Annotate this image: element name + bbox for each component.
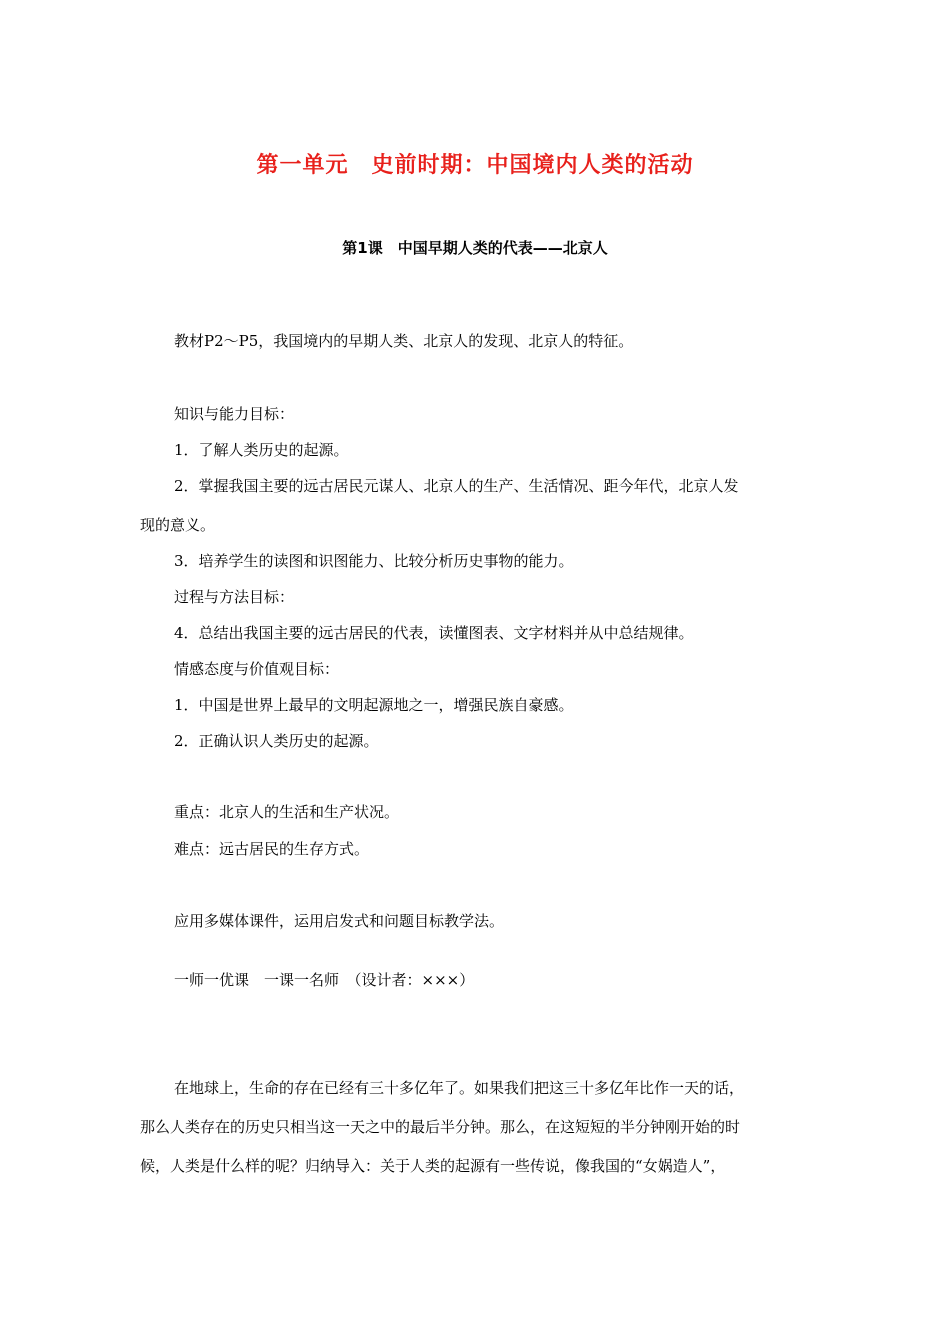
knowledge-heading: 知识与能力目标： [174,405,295,423]
materials-text: 教材P2～P5，我国境内的早期人类、北京人的发现、北京人的特征。 [174,332,634,350]
objective-k3: 3．培养学生的读图和识图能力、比较分析历史事物的能力。 [174,552,574,570]
objective-e2: 2．正确认识人类历史的起源。 [174,732,379,750]
objective-k1: 1．了解人类历史的起源。 [174,441,349,459]
unit-title: 第一单元 史前时期：中国境内人类的活动 [256,153,694,178]
emotion-heading: 情感态度与价值观目标： [174,660,340,678]
intro-line-2: 那么人类存在的历史只相当这一天之中的最后半分钟。那么，在这短短的半分钟刚开始的时 [140,1118,741,1136]
focus-point: 重点：北京人的生活和生产状况。 [174,803,400,821]
intro-line-3: 候，人类是什么样的呢？归纳导入：关于人类的起源有一些传说，像我国的“女娲造人”， [140,1157,726,1175]
process-heading: 过程与方法目标： [174,588,295,606]
intro-line-1: 在地球上，生命的存在已经有三十多亿年了。如果我们把这三十多亿年比作一天的话， [174,1079,745,1097]
credit-line: 一师一优课 一课一名师 （设计者：×××） [174,971,475,989]
objective-k2-line2: 现的意义。 [140,516,216,534]
objective-p4: 4．总结出我国主要的远古居民的代表，读懂图表、文字材料并从中总结规律。 [174,624,694,642]
difficulty-point: 难点：远古居民的生存方式。 [174,840,370,858]
teaching-method: 应用多媒体课件，运用启发式和问题目标教学法。 [174,912,505,930]
objective-k2-line1: 2．掌握我国主要的远古居民元谋人、北京人的生产、生活情况、距今年代，北京人发 [174,477,739,495]
lesson-title: 第1课 中国早期人类的代表——北京人 [342,239,608,257]
objective-e1: 1．中国是世界上最早的文明起源地之一，增强民族自豪感。 [174,696,574,714]
